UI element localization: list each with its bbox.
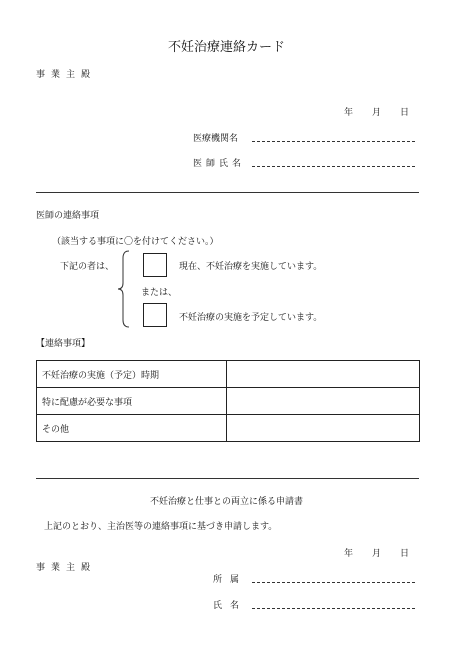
section-divider (36, 478, 419, 479)
applicant-name-field[interactable] (252, 608, 415, 609)
row-value-field[interactable] (227, 415, 420, 442)
application-title: 不妊治療と仕事との両立に係る申請書 (149, 497, 303, 507)
table-row (37, 388, 420, 415)
row-label: その他 (37, 415, 227, 442)
brace-icon (117, 250, 131, 328)
affiliation-field[interactable] (252, 582, 415, 583)
row-value-field[interactable] (227, 388, 420, 415)
option-current-label: 現在、不妊治療を実施しています。 (179, 262, 323, 272)
or-text: または、 (141, 288, 178, 298)
table-row (37, 415, 420, 442)
employer-addressee: 事業主殿 (36, 70, 97, 80)
doctor-label: 医師氏名 (193, 159, 246, 169)
planned-treatment-checkbox[interactable] (143, 303, 167, 327)
section-divider (36, 192, 419, 193)
option-planned-label: 不妊治療の実施を予定しています。 (179, 313, 323, 323)
contact-heading: 【連絡事項】 (36, 339, 91, 349)
affiliation-label: 所属 (213, 575, 248, 585)
app-date-day-label: 日 (400, 549, 410, 559)
app-employer-addressee: 事業主殿 (36, 563, 97, 573)
contact-table (36, 360, 420, 442)
date-month-label: 月 (372, 108, 382, 118)
app-date-month-label: 月 (372, 549, 382, 559)
institution-field[interactable] (252, 141, 415, 142)
lead-text: 下記の者は、 (60, 262, 115, 272)
current-treatment-checkbox[interactable] (143, 253, 167, 277)
institution-label: 医療機関名 (193, 134, 239, 144)
name-label: 氏名 (213, 601, 248, 611)
card-title: 不妊治療連絡カード (167, 40, 285, 55)
date-day-label: 日 (400, 108, 410, 118)
table-row (37, 361, 420, 388)
doctor-name-field[interactable] (252, 166, 415, 167)
doctor-notes-heading: 医師の連絡事項 (36, 211, 100, 221)
date-year-label: 年 (344, 108, 354, 118)
row-label: 特に配慮が必要な事項 (37, 388, 227, 415)
application-statement: 上記のとおり、主治医等の連絡事項に基づき申請します。 (44, 522, 278, 532)
row-value-field[interactable] (227, 361, 420, 388)
instruction-text: （該当する事項に〇を付けてください。） (52, 237, 219, 247)
row-label: 不妊治療の実施（予定）時期 (37, 361, 227, 388)
app-date-year-label: 年 (344, 549, 354, 559)
